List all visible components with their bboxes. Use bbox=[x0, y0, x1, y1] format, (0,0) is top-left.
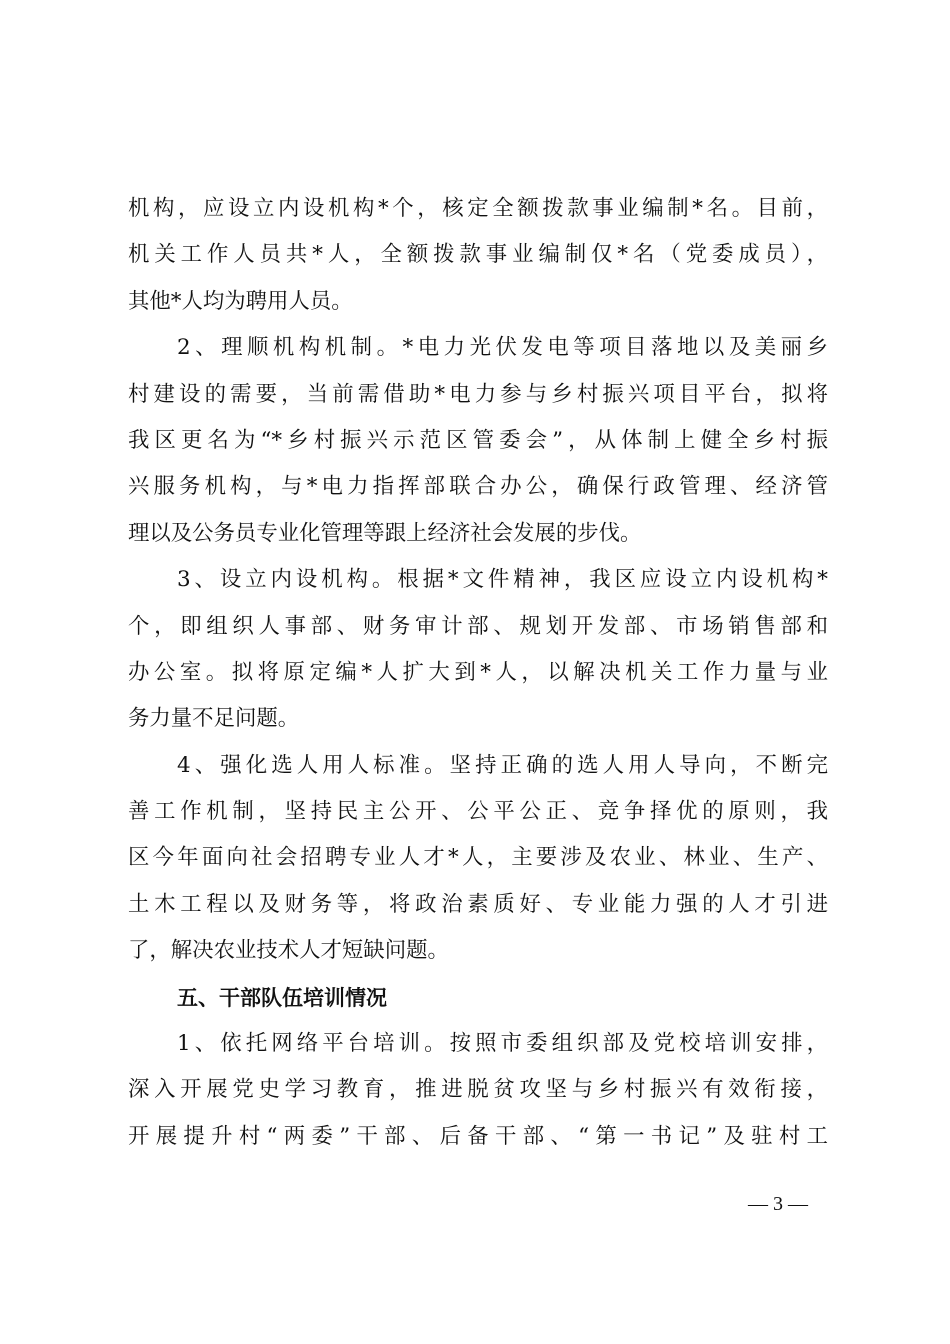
text-line: 了，解决农业技术人才短缺问题。 bbox=[128, 938, 449, 964]
text-line: 务力量不足问题。 bbox=[128, 706, 300, 732]
text-line: 机关工作人员共*人，全额拨款事业编制仅*名（党委成员）， bbox=[128, 242, 828, 268]
paragraph-start-line: 3、设立内设机构。根据*文件精神，我区应设立内设机构* bbox=[177, 567, 828, 593]
text-line: 办公室。拟将原定编*人扩大到*人，以解决机关工作力量与业 bbox=[128, 659, 828, 685]
text-line: 善工作机制，坚持民主公开、公平公正、竞争择优的原则，我 bbox=[128, 799, 828, 825]
text-line: 理以及公务员专业化管理等跟上经济社会发展的步伐。 bbox=[128, 520, 642, 546]
text-line: 机构，应设立内设机构*个，核定全额拨款事业编制*名。目前， bbox=[128, 196, 828, 221]
paragraph-start-line: 4、强化选人用人标准。坚持正确的选人用人导向，不断完 bbox=[177, 752, 828, 778]
page-number: — 3 — bbox=[748, 1193, 808, 1215]
body-text bbox=[128, 186, 828, 1160]
paragraph-start-line: 2、理顺机构机制。*电力光伏发电等项目落地以及美丽乡 bbox=[177, 335, 828, 361]
text-line: 我区更名为“*乡村振兴示范区管委会”，从体制上健全乡村振 bbox=[128, 427, 828, 453]
text-line: 个，即组织人事部、财务审计部、规划开发部、市场销售部和 bbox=[128, 613, 828, 639]
text-line: 区今年面向社会招聘专业人才*人，主要涉及农业、林业、生产、 bbox=[128, 845, 828, 871]
text-line: 土木工程以及财务等，将政治素质好、专业能力强的人才引进 bbox=[128, 891, 828, 917]
text-line: 兴服务机构，与*电力指挥部联合办公，确保行政管理、经济管 bbox=[128, 474, 828, 500]
text-line: 开展提升村“两委”干部、后备干部、“第一书记”及驻村工 bbox=[128, 1123, 828, 1149]
text-line: 村建设的需要，当前需借助*电力参与乡村振兴项目平台，拟将 bbox=[128, 381, 828, 407]
paragraph-start-line: 1、依托网络平台培训。按照市委组织部及党校培训安排， bbox=[177, 1031, 828, 1057]
section-heading: 五、干部队伍培训情况 bbox=[177, 985, 387, 1010]
text-line: 深入开展党史学习教育，推进脱贫攻坚与乡村振兴有效衔接， bbox=[128, 1077, 828, 1103]
text-line: 其他*人均为聘用人员。 bbox=[128, 288, 353, 314]
